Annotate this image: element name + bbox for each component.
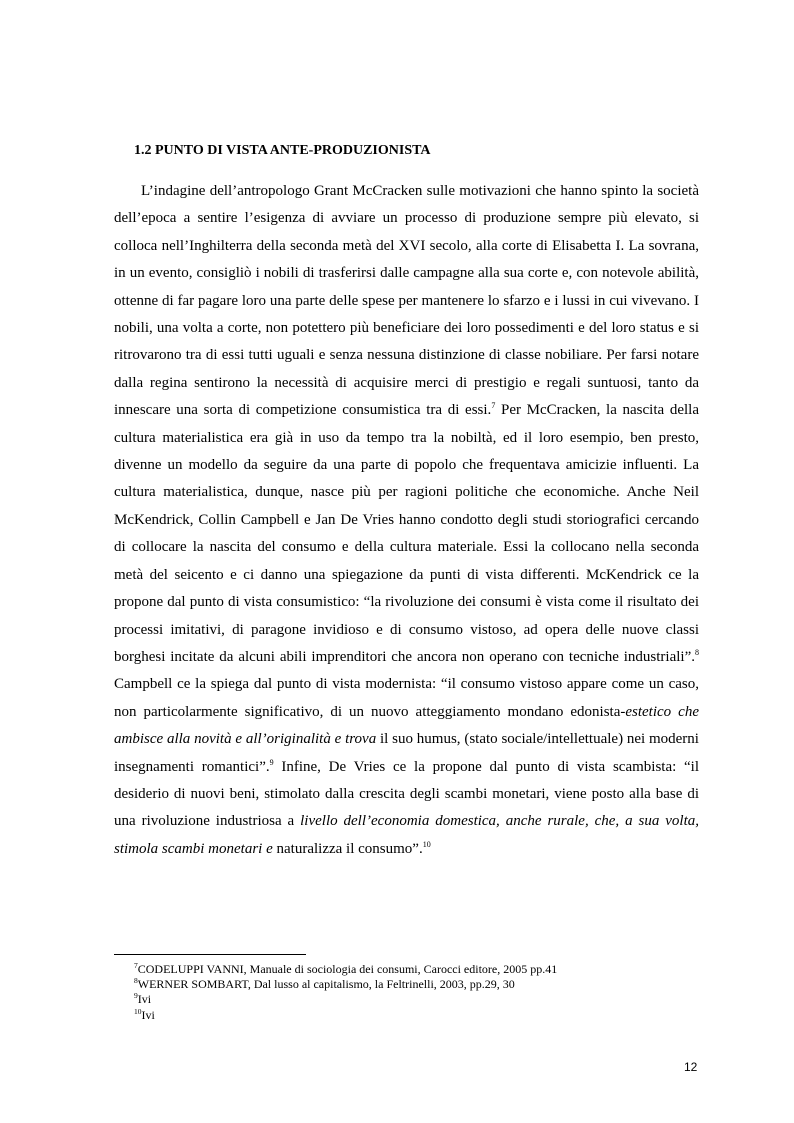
footnote-ref-8: 8 [695, 647, 699, 657]
paragraph-italic-2: livello dell’economia domestica, anche rurale, che, a sua volta, stimola scambi monetari e [114, 813, 699, 857]
paragraph-text-5: Infine, De Vries ce la propone dal punto di vista scambista: “il desiderio di nuovi beni, stimolato dalla crescita degli scambi monetari, viene posto alla base di una rivoluzione industriosa a [114, 758, 700, 830]
page-number: 12 [684, 1060, 698, 1074]
footnote-number: 7 [134, 961, 138, 970]
footnotes [134, 962, 694, 1023]
footnote-text: WERNER SOMBART, Dal lusso al capitalismo, la Feltrinelli, 2003, pp.29, 30 [137, 977, 515, 992]
footnote-number: 10 [134, 1006, 142, 1016]
footnote-text: Ivi [141, 1007, 155, 1022]
footnote-item [134, 1008, 694, 1023]
paragraph-text-1: L’indagine dell’antropologo Grant McCracken sulle motivazioni che hanno spinto la società dell’epoca a sentire l’esigenza di avviare un processo di produzione sempre più elevato, si colloca nell’Inghilterra della seconda metà del XVI secolo, alla corte di Elisabetta I. La sovrana, in un evento, consigliò i nobili di trasferirsi dalle campagne alla sua corte e, con notevole abilità, ottenne di far pagare loro una parte delle spese per mantenere lo sfarzo e i lussi in cui vivevano. I nobili, una volta a corte, non potettero più beneficiare dei loro possedimenti e del loro status e si ritrovarono tra di essi tutti uguali e senza nessuna distinzione di classe nobiliare. Per farsi notare dalla regina sentirono la necessità di acquisire merci di prestigio e regali suntuosi, tanto da innescare una sorta di competizione consumistica tra di essi. [114, 183, 699, 419]
footnote-item [134, 992, 694, 1007]
paragraph-text-3: Campbell ce la spiega dal punto di vista modernista: “il consumo vistoso appare come un caso, non particolarmente significativo, di un nuovo atteggiamento mondano edonista [114, 676, 699, 720]
footnote-divider [114, 954, 306, 955]
footnote-item [134, 962, 694, 977]
footnote-item [134, 977, 694, 992]
footnote-ref-10: 10 [422, 839, 431, 849]
footnote-text: CODELUPPI VANNI, Manuale di sociologia dei consumi, Carocci editore, 2005 pp.41 [137, 962, 558, 976]
footnote-number: 9 [134, 991, 138, 1001]
footnote-ref-7: 7 [491, 401, 496, 411]
paragraph-text-6: naturalizza il consumo”. [272, 840, 423, 857]
paragraph-text-4: il suo humus, (stato sociale/intellettuale) nei moderni insegnamenti romantici”. [114, 731, 699, 775]
footnote-text: Ivi [137, 992, 152, 1007]
paragraph-italic-1: -estetico che ambisce alla novità e all’originalità e trova [114, 703, 699, 748]
paragraph-text-2: Per McCracken, la nascita della cultura materialistica era già in uso da tempo tra la nobiltà, ed il loro esempio, ben presto, divenne un modello da seguire da una parte di popolo che frequentava amicizie influenti. La cultura materialistica, dunque, nasce più per ragioni politiche che economiche. Anche Neil McKendrick, Collin Campbell e Jan De Vries hanno condotto degli studi storiografici cercando di collocare la nascita del consumo e della cultura materiale. Essi la collocano nella seconda metà del seicento e ci danno una spiegazione da punti di vista differenti. McKendrick ce la propone dal punto di vista consumistico: “la rivoluzione dei consumi è vista come il risultato dei processi imitativi, di paragone invidioso e di consumo vistoso, ad opera delle nuove classi borghesi incitate da alcuni abili imprenditori che ancora non operano con tecniche industriali”. [114, 402, 699, 665]
footnote-ref-9: 9 [269, 757, 274, 767]
body-paragraph [114, 178, 699, 863]
footnote-number: 8 [134, 976, 138, 986]
section-heading: 1.2 PUNTO DI VISTA ANTE-PRODUZIONISTA [134, 143, 431, 158]
